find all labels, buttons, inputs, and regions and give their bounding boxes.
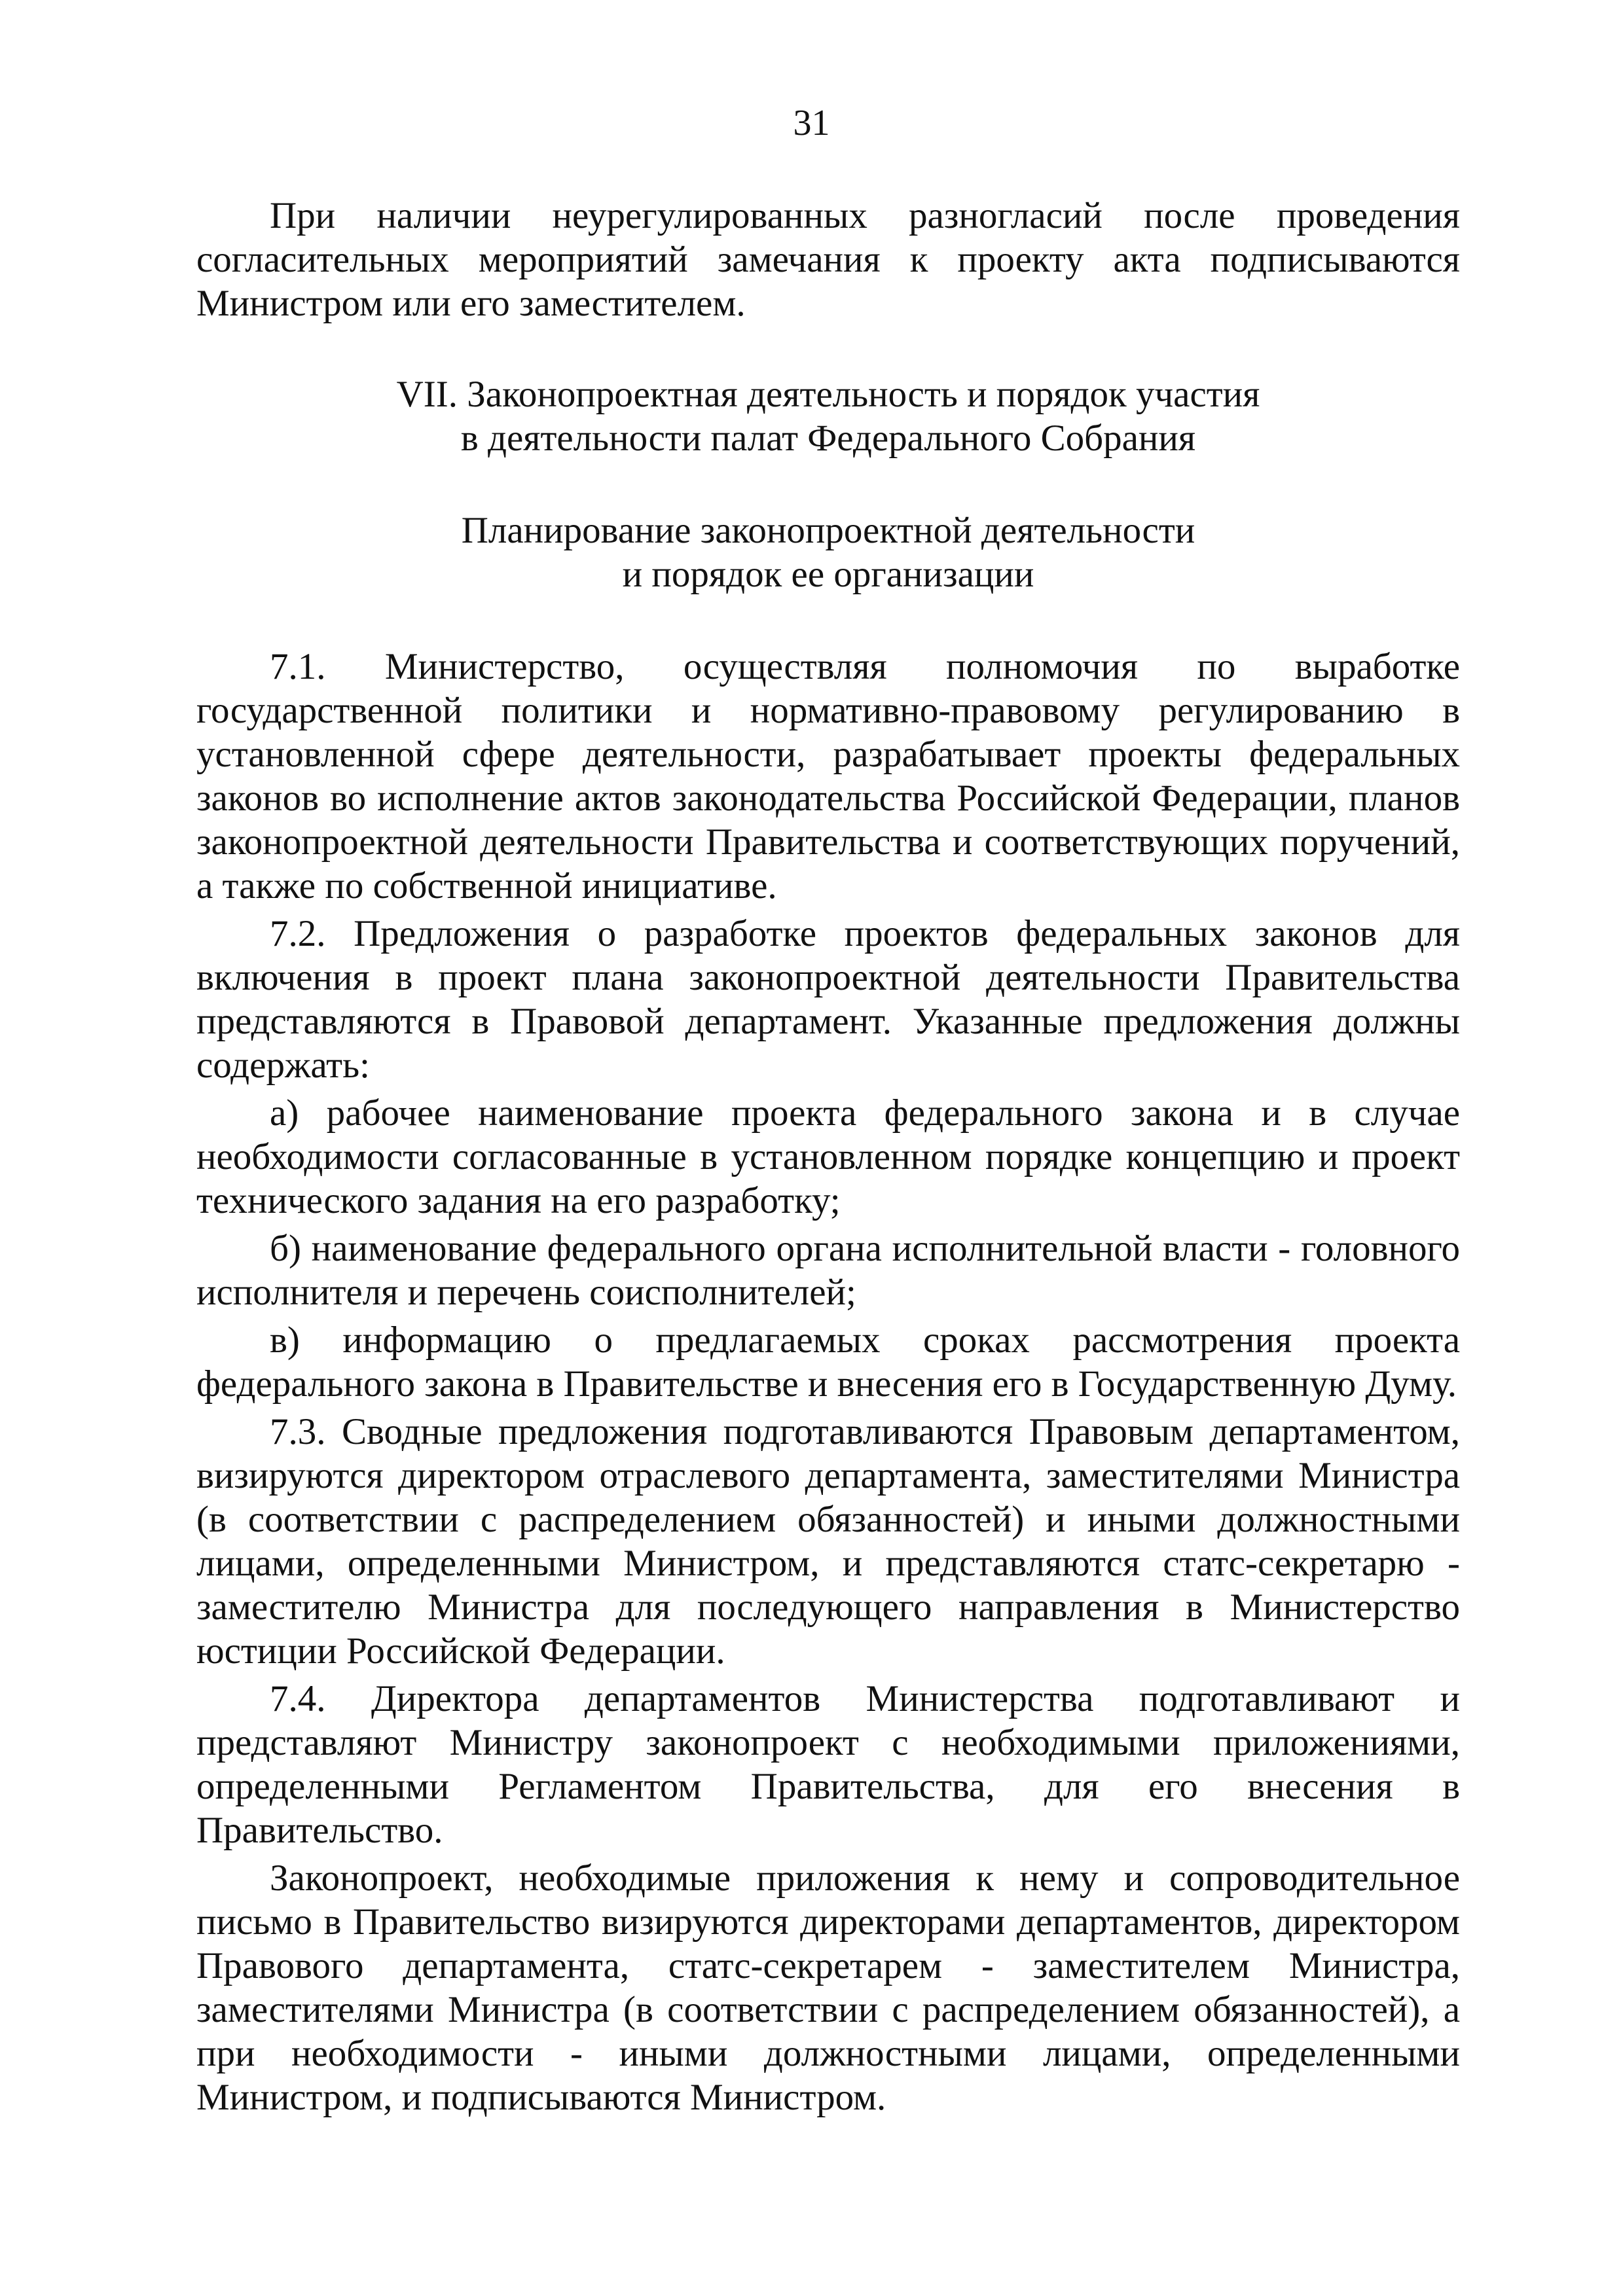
list-item-a: а) рабочее наименование проекта федерального закона и в случае необходимости согласованные в установленном порядке концепцию и проект технического задания на его разработку;: [196, 1092, 1460, 1221]
paragraph-bill-approval: Законопроект, необходимые приложения к нему и сопроводительное письмо в Правительство визируются директорами департаментов, директором Правового департамента, статс-секретарем - заместителем Министра, заместителями Министра (в соответствии с распределением обязанностей), а при необходимости - иными должностными лицами, определенными Министром, и подписываются Министром.: [196, 1857, 1460, 2118]
document-body: [196, 194, 1460, 2119]
subheading-line-1: Планирование законопроектной деятельности: [461, 510, 1195, 551]
section-heading-line-1: VII. Законопроектная деятельность и порядок участия: [396, 374, 1260, 415]
subheading-line-2: и порядок ее организации: [622, 554, 1034, 595]
paragraph-7-4: 7.4. Директора департаментов Министерства подготавливают и представляют Министру законопроект с необходимыми приложениями, определенными Регламентом Правительства, для его внесения в Правительство.: [196, 1678, 1460, 1851]
paragraph-7-1: 7.1. Министерство, осуществляя полномочия по выработке государственной политики и нормативно-правовому регулированию в установленной сфере деятельности, разрабатывает проекты федеральных законов во исполнение актов законодательства Российской Федерации, планов законопроектной деятельности Правительства и соответствующих поручений, а также по собственной инициативе.: [196, 646, 1460, 906]
page-number: 31: [793, 103, 830, 143]
intro-paragraph: При наличии неурегулированных разногласий после проведения согласительных мероприятий замечания к проекту акта подписываются Министром или его заместителем.: [196, 195, 1460, 324]
list-item-c: в) информацию о предлагаемых сроках рассмотрения проекта федерального закона в Правительстве и внесения его в Государственную Думу.: [196, 1319, 1460, 1405]
paragraph-7-3: 7.3. Сводные предложения подготавливаются Правовым департаментом, визируются директором отраслевого департамента, заместителями Министра (в соответствии с распределением обязанностей) и иными должностными лицами, определенными Министром, и представляются статс-секретарю - заместителю Министра для последующего направления в Министерство юстиции Российской Федерации.: [196, 1411, 1460, 1672]
section-heading-line-2: в деятельности палат Федерального Собрания: [460, 418, 1196, 459]
list-item-b: б) наименование федерального органа исполнительной власти - головного исполнителя и перечень соисполнителей;: [196, 1228, 1460, 1313]
paragraph-7-2: 7.2. Предложения о разработке проектов федеральных законов для включения в проект плана законопроектной деятельности Правительства представляются в Правовой департамент. Указанные предложения должны содержать:: [196, 913, 1460, 1086]
